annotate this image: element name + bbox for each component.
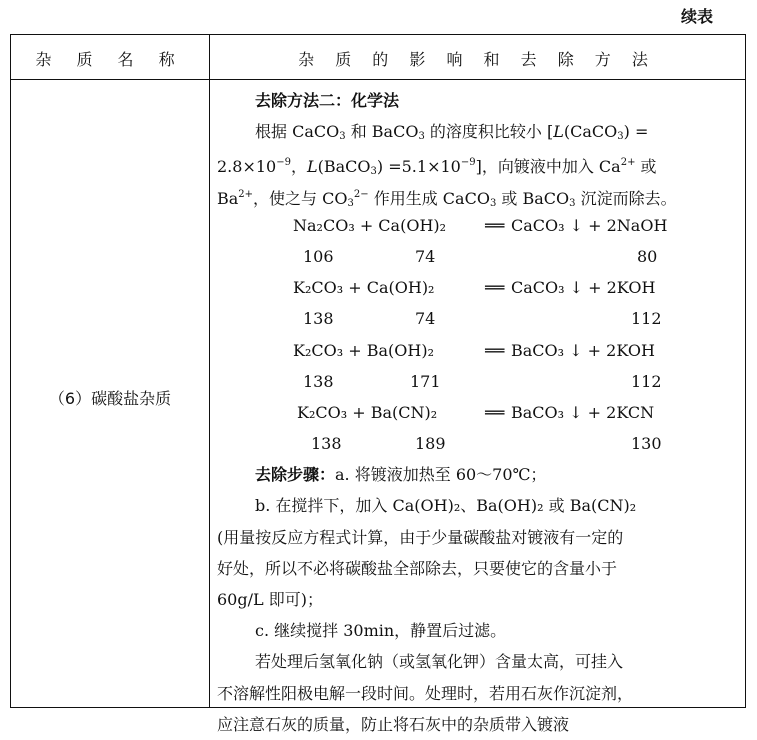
equation-1-masses: 106 74 80: [303, 246, 658, 266]
note-line-3: 应注意石灰的质量，防止将石灰中的杂质带入镀液: [217, 714, 570, 734]
equation-1: Na₂CO₃ + Ca(OH)₂ ══ CaCO₃ ↓ + 2NaOH: [293, 215, 668, 235]
equation-2: K₂CO₃ + Ca(OH)₂ ══ CaCO₃ ↓ + 2KOH: [293, 278, 656, 298]
step-b-line-1: b. 在搅拌下，加入 Ca(OH)₂、Ba(OH)₂ 或 Ba(CN)₂: [255, 496, 637, 516]
header-effect-and-removal: 杂 质 的 影 响 和 去 除 方 法: [298, 50, 656, 69]
header-impurity-name: 杂 质 名 称: [35, 50, 185, 69]
intro-line-1: 根据 CaCO$_3$ 和 BaCO$_3$ 的溶度积比较小 [L(CaCO$_3$) =: [255, 122, 649, 143]
step-c: c. 继续搅拌 30min，静置后过滤。: [255, 621, 507, 641]
note-line-2: 不溶解性阳极电解一段时间。处理时，若用石灰作沉淀剂，: [217, 683, 634, 703]
intro-line-3: $Ba^{2+}$，使之与 $CO_3^{2-}$ 作用生成 CaCO$_3$ 或 BaCO$_3$ 沉淀而除去。: [217, 188, 677, 209]
intro-line-2: $2.8\times 10^{-9}$，L(BaCO$_3$) $=5.1\times 10^{-9}$]，向镀液中加入 $Ca^{2+}$ 或: [217, 157, 657, 178]
equation-4: K₂CO₃ + Ba(CN)₂ ══ BaCO₃ ↓ + 2KCN: [297, 402, 655, 422]
equation-2-masses: 138 74 112: [303, 309, 662, 329]
step-b-line-3: 好处，所以不必将碳酸盐全部除去，只要使它的含量小于: [217, 558, 618, 578]
column-divider: [209, 35, 210, 707]
equation-3: K₂CO₃ + Ba(OH)₂ ══ BaCO₃ ↓ + 2KOH: [293, 340, 655, 360]
header-divider: [11, 79, 745, 80]
method-title: 去除方法二：化学法: [255, 91, 400, 110]
step-b-line-4: 60g/L 即可)；: [217, 590, 323, 609]
step-a: 去除步骤：a. 将镀液加热至 60～70℃；: [255, 465, 547, 485]
continued-label: 续表: [680, 7, 713, 26]
step-b-line-2: (用量按反应方程式计算，由于少量碳酸盐对镀液有一定的: [217, 527, 624, 547]
equation-3-masses: 138 171 112: [303, 371, 662, 391]
note-line-1: 若处理后氢氧化钠（或氢氧化钾）含量太高，可挂入: [255, 652, 624, 672]
category-cell: （6）碳酸盐杂质: [48, 389, 172, 408]
impurity-table: [10, 34, 746, 734]
steps-label: 去除步骤：: [255, 465, 336, 485]
removal-method-cell: [217, 85, 739, 740]
equation-4-masses: 138 189 130: [311, 434, 662, 454]
